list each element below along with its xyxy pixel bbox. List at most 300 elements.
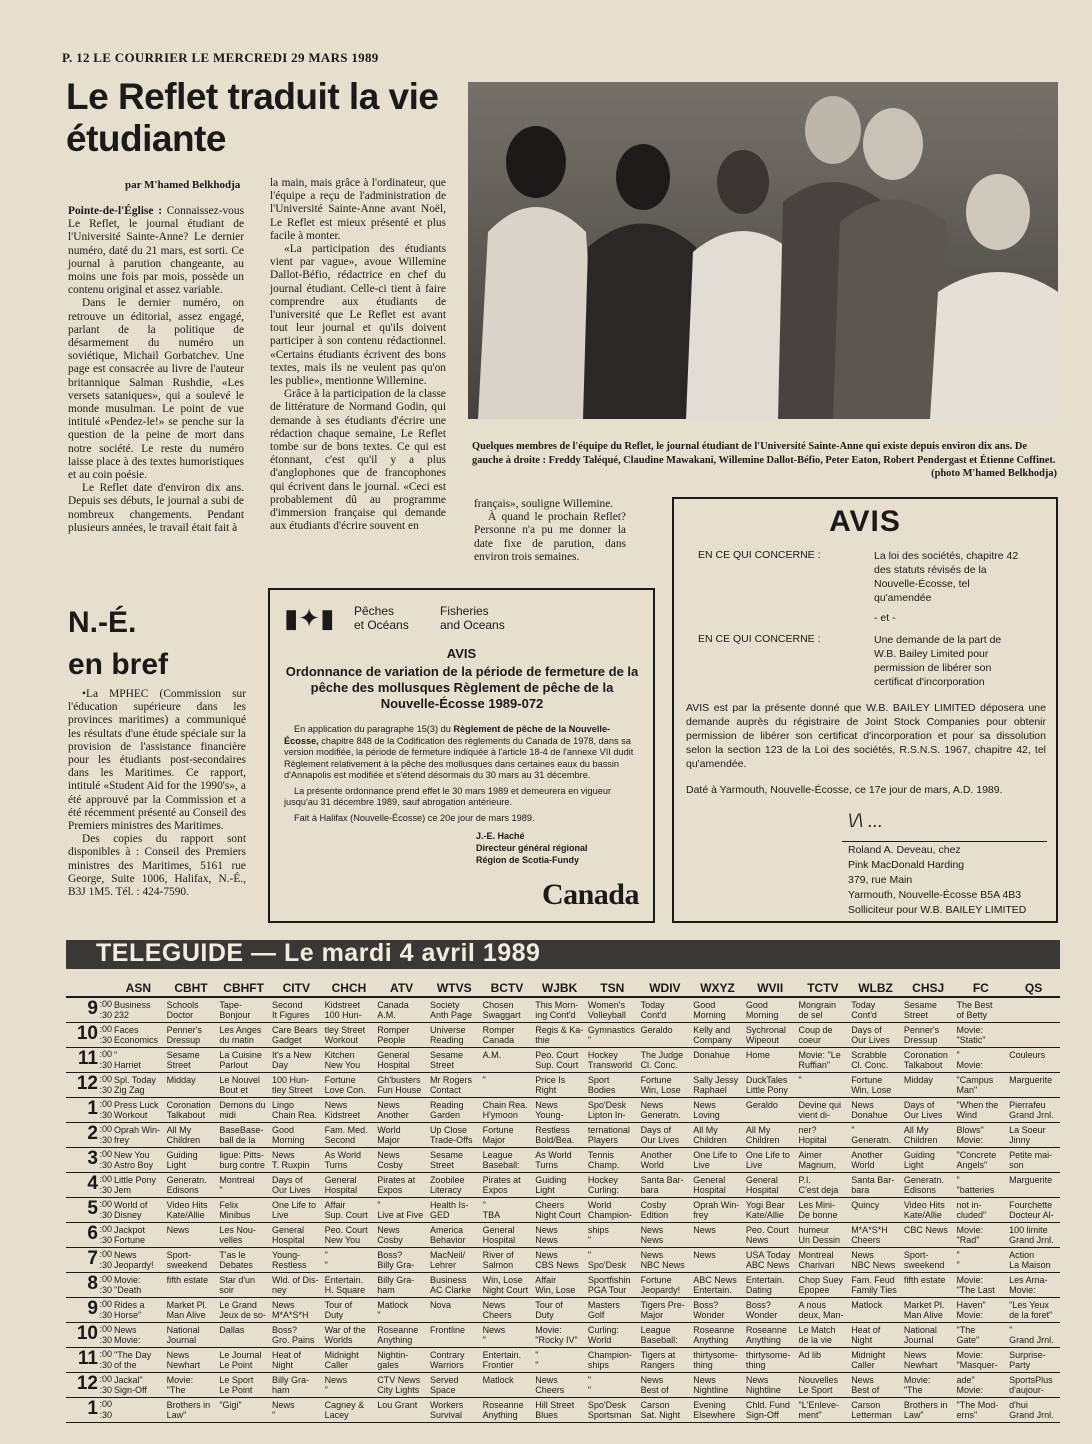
program-title: Chosen [482, 1000, 514, 1010]
program-title: News [693, 1250, 716, 1260]
program-title: Dallas [219, 1325, 245, 1335]
time-slot-row [66, 1148, 1060, 1173]
program-title: Law" [166, 1410, 187, 1420]
program-title: Fortune [640, 1275, 672, 1285]
program-title: Workout [324, 1035, 358, 1045]
program-cell [849, 1248, 902, 1273]
program-title: soir [219, 1285, 234, 1295]
program-cell [639, 1323, 692, 1348]
program-title: America [429, 1225, 463, 1235]
program-title: de la vie [798, 1335, 833, 1345]
program-title: not in- [956, 1200, 982, 1210]
program-title: Bout et [219, 1085, 248, 1095]
program-cell [323, 1073, 376, 1098]
program-title: Haven" [956, 1300, 986, 1310]
program-title: Kitchen [324, 1050, 355, 1060]
program-cell [797, 1048, 850, 1073]
program-title: Another [851, 1150, 883, 1160]
program-title: Entertain. [482, 1350, 522, 1360]
program-title: Jeopardy! [114, 1260, 154, 1270]
program-title: Zig Zag [114, 1085, 145, 1095]
channel-header: WDIV [639, 979, 692, 997]
program-title: Frontline [429, 1325, 465, 1335]
program-title: Sport- [903, 1250, 929, 1260]
program-cell [1007, 1098, 1060, 1123]
program-title: tley Street [324, 1025, 366, 1035]
program-cell [691, 1023, 744, 1048]
program-cell [691, 1098, 744, 1123]
program-cell [481, 1173, 534, 1198]
program-cell [955, 1223, 1008, 1248]
program-title: BaseBase- [219, 1125, 264, 1135]
program-cell [112, 1398, 165, 1423]
program-title: News [271, 1300, 295, 1310]
program-title: Law" [903, 1410, 924, 1420]
program-title: Tape- [219, 1000, 242, 1010]
program-cell [691, 1173, 744, 1198]
program-cell [533, 1023, 586, 1048]
program-title: ham [271, 1385, 290, 1395]
program-title: General [377, 1050, 410, 1060]
program-title: Kate/Allie [903, 1210, 942, 1220]
program-cell [744, 1198, 797, 1223]
program-title: Party [1009, 1360, 1031, 1370]
program-title: Roseanne [693, 1325, 735, 1335]
program-title: ships [587, 1360, 609, 1370]
program-cell [955, 997, 1008, 1023]
program-cell [797, 1148, 850, 1173]
program-title: Rangers [640, 1360, 675, 1370]
program-cell [165, 1123, 218, 1148]
program-cell [797, 1198, 850, 1223]
program-title: "Death [114, 1285, 142, 1295]
program-cell [1007, 1323, 1060, 1348]
program-title: Street [429, 1060, 454, 1070]
hour-number: 5 [87, 1198, 98, 1219]
program-title: Live [745, 1160, 763, 1170]
program-title: Chld. Fund [745, 1400, 790, 1410]
minute-label: :00 [99, 1174, 112, 1184]
program-cell [428, 1298, 481, 1323]
time-slot-row [66, 1098, 1060, 1123]
program-title: News [324, 1375, 348, 1385]
minute-label: :00 [99, 1324, 112, 1334]
program-title: Bodies [587, 1085, 616, 1095]
program-title: Lacey [324, 1410, 349, 1420]
program-cell [586, 1298, 639, 1323]
program-title: " [324, 1250, 328, 1260]
program-cell [375, 1323, 428, 1348]
program-title: Grand Jrnl. [1009, 1410, 1054, 1420]
program-cell [217, 1398, 270, 1423]
program-title: "Rad" [956, 1235, 980, 1245]
program-title: Masters [587, 1300, 620, 1310]
program-title: Worlds [324, 1335, 353, 1345]
program-title: Coronation [166, 1100, 211, 1110]
program-cell [955, 1248, 1008, 1273]
program-title: Champ. [587, 1160, 620, 1170]
fisheries-notice-ad [268, 588, 655, 923]
program-title: Video Hits [903, 1200, 945, 1210]
program-cell [270, 1398, 323, 1423]
program-title: " [956, 1250, 960, 1260]
program-title: " [219, 1185, 223, 1195]
program-title: Movie: [956, 1135, 984, 1145]
program-title: Chain Rea. [271, 1110, 317, 1120]
program-title: " [798, 1075, 802, 1085]
program-cell [955, 1148, 1008, 1173]
program-title: deux, Man- [798, 1310, 844, 1320]
program-title: Gate" [956, 1335, 980, 1345]
program-cell [533, 1273, 586, 1298]
program-cell [481, 1023, 534, 1048]
program-title: Players [587, 1135, 618, 1145]
minute-label: :30 [99, 1360, 112, 1370]
program-cell [375, 1023, 428, 1048]
program-title: Quincy [851, 1200, 880, 1210]
program-cell [586, 1348, 639, 1373]
program-title: Home [745, 1050, 770, 1060]
program-cell [323, 1223, 376, 1248]
program-cell [375, 997, 428, 1023]
program-title: News [903, 1350, 927, 1360]
program-cell [428, 1398, 481, 1423]
program-cell [428, 1148, 481, 1173]
program-title: d'aujour- [1009, 1385, 1044, 1395]
program-title: Grand Jrnl. [1009, 1235, 1054, 1245]
program-title: Hospital [377, 1060, 410, 1070]
program-cell [902, 1148, 955, 1173]
program-cell [112, 1298, 165, 1323]
program-title: Generatn. [903, 1175, 944, 1185]
program-title: Live [271, 1210, 289, 1220]
program-title: Le Sport [798, 1385, 833, 1395]
program-title: Night [851, 1335, 873, 1345]
program-title: Le Nouvel [219, 1075, 260, 1085]
program-cell [1007, 1073, 1060, 1098]
program-title: Boss? [693, 1300, 719, 1310]
program-title: Edition [640, 1210, 669, 1220]
program-title: Movie: [114, 1335, 141, 1345]
program-cell [428, 1123, 481, 1148]
program-title: Jeux de so- [219, 1310, 266, 1320]
program-title: Best of [851, 1385, 880, 1395]
program-title: Matlock [377, 1300, 409, 1310]
program-title: Man Alive [903, 1310, 943, 1320]
program-cell [955, 1198, 1008, 1223]
program-title: Morning [693, 1010, 726, 1020]
program-cell [428, 1373, 481, 1398]
program-title: Petite mai- [1009, 1150, 1053, 1160]
program-title: Edisons [903, 1185, 936, 1195]
program-title: News [324, 1100, 348, 1110]
program-title: " [271, 1410, 276, 1420]
program-title: Curling: [587, 1325, 619, 1335]
program-title: Children [166, 1135, 201, 1145]
program-title: New You [324, 1060, 361, 1070]
program-title: News [535, 1225, 558, 1235]
program-cell [217, 1073, 270, 1098]
hour-number: 12 [76, 1373, 98, 1394]
program-title: News [851, 1375, 874, 1385]
program-cell [323, 997, 376, 1023]
teleguide-banner [66, 940, 1060, 969]
program-title: Canada [377, 1000, 409, 1010]
program-cell [375, 1198, 428, 1223]
program-cell [1007, 1373, 1060, 1398]
program-title: " [482, 1335, 486, 1345]
program-title: " [377, 1310, 381, 1320]
program-cell [481, 1098, 534, 1123]
channel-header: CBHFT [217, 979, 270, 997]
program-title: Schools [166, 1000, 199, 1010]
article-paragraph: À quand le prochain Reflet? Personne n'a pu me donner la date fixe de parution, dans environ trois semaines. [474, 511, 626, 563]
program-cell [1007, 1398, 1060, 1423]
program-title: News [377, 1225, 400, 1235]
photo-caption [472, 440, 1057, 481]
minute-label: :00 [99, 1224, 112, 1234]
program-cell [902, 1198, 955, 1223]
program-cell [375, 1148, 428, 1173]
program-cell [270, 1023, 323, 1048]
program-cell [639, 1198, 692, 1223]
program-title: Wipeout [745, 1035, 779, 1045]
program-cell [586, 1248, 639, 1273]
program-title: Cosby [377, 1235, 403, 1245]
program-title: Nightline [693, 1385, 729, 1395]
channel-header: CITV [270, 979, 323, 997]
program-cell [533, 1123, 586, 1148]
program-cell [849, 1348, 902, 1373]
notice-signature-block: J.-E. Haché Directeur général régional Région de Scotia-Fundy [476, 831, 588, 865]
program-cell [955, 1023, 1008, 1048]
article-headline: Le Reflet traduit la vie étudiante [66, 76, 439, 159]
program-cell [481, 1323, 534, 1348]
program-cell [112, 1173, 165, 1198]
program-title: The Best [956, 1000, 993, 1010]
program-title: Hopital [798, 1135, 827, 1145]
program-title: Today [640, 1000, 665, 1010]
program-title: fifth estate [166, 1275, 209, 1285]
hour-label [66, 1248, 112, 1273]
program-title: News [482, 1325, 506, 1335]
notice-body [284, 724, 642, 828]
program-title: Ad lib [798, 1350, 822, 1360]
program-title: fifth estate [903, 1275, 946, 1285]
program-title: Movie: [956, 1060, 984, 1070]
program-cell [639, 1023, 692, 1048]
program-title: ternational [587, 1125, 630, 1135]
program-cell [849, 1073, 902, 1098]
program-title: Cosby [377, 1160, 403, 1170]
program-title: Movie: [166, 1375, 194, 1385]
hour-label [66, 1098, 112, 1123]
hour-number: 9 [87, 1298, 98, 1319]
hour-number: 8 [87, 1273, 98, 1294]
program-title: Care Bears [271, 1025, 318, 1035]
time-slot-row [66, 1323, 1060, 1348]
program-title: Rides a [114, 1300, 145, 1310]
program-title: Coronation [903, 1050, 948, 1060]
program-title: News [482, 1300, 506, 1310]
minute-label: :30 [99, 1035, 112, 1045]
program-title: Children [693, 1135, 727, 1145]
program-title: " [851, 1125, 855, 1135]
program-cell [217, 1048, 270, 1073]
program-title: Action [1009, 1250, 1035, 1260]
program-cell [533, 1073, 586, 1098]
program-cell [428, 1198, 481, 1223]
program-title: Sesame [429, 1150, 463, 1160]
minute-label: :00 [99, 1349, 112, 1359]
program-title: Docteur Al- [1009, 1210, 1054, 1220]
hour-number: 11 [77, 1348, 98, 1369]
program-title: AC Clarke [429, 1285, 471, 1295]
program-cell [270, 1373, 323, 1398]
hour-label [66, 997, 112, 1023]
program-title: Horse" [114, 1310, 142, 1320]
program-title: "Rocky IV" [535, 1335, 578, 1345]
program-cell [112, 1248, 165, 1273]
program-title: News [640, 1375, 664, 1385]
program-title: Billy Gra- [377, 1260, 415, 1270]
program-title: " [956, 1175, 960, 1185]
program-cell [165, 1173, 218, 1198]
program-title: " [587, 1385, 592, 1395]
minute-label: :30 [99, 1085, 112, 1095]
hour-number: 12 [76, 1073, 98, 1094]
program-cell [323, 1148, 376, 1173]
program-title: Anth Page [429, 1010, 472, 1020]
program-title: Bonjour [219, 1010, 251, 1020]
program-title: Swaggart [482, 1010, 521, 1020]
program-title: The Judge [640, 1050, 684, 1060]
program-cell [375, 1098, 428, 1123]
program-title: Women's [587, 1000, 625, 1010]
program-cell [691, 1073, 744, 1098]
program-title: Hill Street [535, 1400, 575, 1410]
program-cell [955, 1323, 1008, 1348]
program-cell [428, 997, 481, 1023]
program-cell [902, 1073, 955, 1098]
program-title: News [114, 1250, 137, 1260]
program-title: Trade-Offs [429, 1135, 473, 1145]
program-title: Grand Jrnl. [1009, 1335, 1054, 1345]
program-cell [481, 1223, 534, 1248]
article-column-3 [474, 498, 626, 564]
program-cell [270, 1323, 323, 1348]
program-cell [533, 1223, 586, 1248]
program-title: World [587, 1335, 612, 1345]
program-title: Love Con. [324, 1085, 366, 1095]
program-cell [165, 1248, 218, 1273]
program-title: gales [377, 1360, 399, 1370]
program-title: Sign-Off [745, 1410, 779, 1420]
program-title: " [587, 1035, 592, 1045]
minute-label: :30 [99, 1385, 112, 1395]
program-title: Jem [114, 1185, 132, 1195]
page-folio: P. 12 LE COURRIER LE MERCREDI 29 MARS 1989 [62, 50, 379, 65]
program-title: 100 Hun- [271, 1075, 309, 1085]
photo-credit: (photo M'hamed Belkhodja) [931, 468, 1057, 479]
program-cell [270, 997, 323, 1023]
program-title: frey [693, 1210, 709, 1220]
program-title: News [535, 1375, 558, 1385]
program-title: NBC News [851, 1260, 896, 1270]
program-cell [955, 1273, 1008, 1298]
program-title: Newhart [166, 1360, 201, 1370]
program-title: humeur [798, 1225, 830, 1235]
program-title: Movie: [956, 1225, 984, 1235]
program-title: News [640, 1250, 664, 1260]
program-cell [797, 1373, 850, 1398]
program-title: Santa Bar- [640, 1175, 684, 1185]
program-title: ade" [956, 1375, 975, 1385]
article-paragraph: Pointe-de-l'Église : Connaissez-vous Le Reflet, le journal étudiant de l'Université Sainte-Anne? Le dernier numéro, daté du 21 mars, est sorti. Ce journal à parution changeante, au moins une fois par mois, possède un contenu original et assez variable. [68, 205, 245, 297]
program-title: A.M. [482, 1050, 502, 1060]
program-title: CBC News [903, 1225, 948, 1235]
minute-label: :30 [99, 1235, 112, 1245]
program-title: thie [535, 1035, 550, 1045]
program-title: Duty [324, 1310, 344, 1320]
program-title: Good [693, 1000, 716, 1010]
program-title: Astro Boy [114, 1160, 154, 1170]
program-title: Spl. Today [114, 1075, 156, 1085]
program-title: Live [693, 1160, 710, 1170]
notice-paragraph: La présente ordonnance prend effet le 30 mars 1989 et demeurera en vigueur jusqu'au 31 décembre 1989, sauf abrogation antérieure. [284, 785, 612, 807]
program-title: 232 [114, 1010, 130, 1020]
program-title: Matlock [482, 1375, 514, 1385]
program-title: Wld. of Dis- [271, 1275, 319, 1285]
notice-date: Daté à Yarmouth, Nouvelle-Écosse, ce 17e jour de mars, A.D. 1989. [686, 784, 1003, 796]
program-title: Family Ties [851, 1285, 897, 1295]
program-title: Roseanne [745, 1325, 787, 1335]
program-title: Movie: [956, 1275, 984, 1285]
program-cell [955, 1298, 1008, 1323]
program-cell [428, 1248, 481, 1273]
time-slot-row [66, 1348, 1060, 1373]
program-cell [323, 1173, 376, 1198]
minute-label: :00 [99, 1249, 112, 1259]
program-title: Charivari [798, 1260, 835, 1270]
program-title: Hockey [587, 1175, 618, 1185]
program-title: Up Close [429, 1125, 467, 1135]
program-title: Loving [693, 1110, 720, 1120]
program-cell [481, 1248, 534, 1273]
program-title: Fourchette [1009, 1200, 1053, 1210]
program-cell [270, 1048, 323, 1073]
program-title: News [535, 1250, 558, 1260]
program-title: d'hui [1009, 1400, 1028, 1410]
hour-number: 2 [87, 1123, 98, 1144]
program-cell [1007, 1148, 1060, 1173]
program-cell [112, 1148, 165, 1173]
program-cell [323, 1248, 376, 1273]
program-title: Movie: [956, 1350, 984, 1360]
program-cell [270, 1073, 323, 1098]
program-title: Santa Bar- [851, 1175, 895, 1185]
article-paragraph: Dans le dernier numéro, on retrouve un éditorial, assez engagé, parlant de la politique de désarmement du numéro un soviétique, Michail Gorbatchev. Une page est consacrée au livre de l'auteur britannique Salman Rushdie, «Les versets sataniques», qui a soulevé le monde musulman. Le point de vue intitulé «Pendez-le!» se penche sur la question de la peine de mort dans notre société. Le reste du numéro laisse place à des textes humoristiques et au coin poésie. [68, 297, 244, 482]
program-title: Little Pony [114, 1175, 157, 1185]
program-cell [481, 1273, 534, 1298]
program-title: Movie: [956, 1385, 984, 1395]
program-title: Literacy [429, 1185, 462, 1195]
program-cell [533, 997, 586, 1023]
program-cell [1007, 1123, 1060, 1148]
program-title: Epopee [798, 1285, 830, 1295]
program-title: Midday [903, 1075, 933, 1085]
program-title: Champion- [587, 1350, 632, 1360]
